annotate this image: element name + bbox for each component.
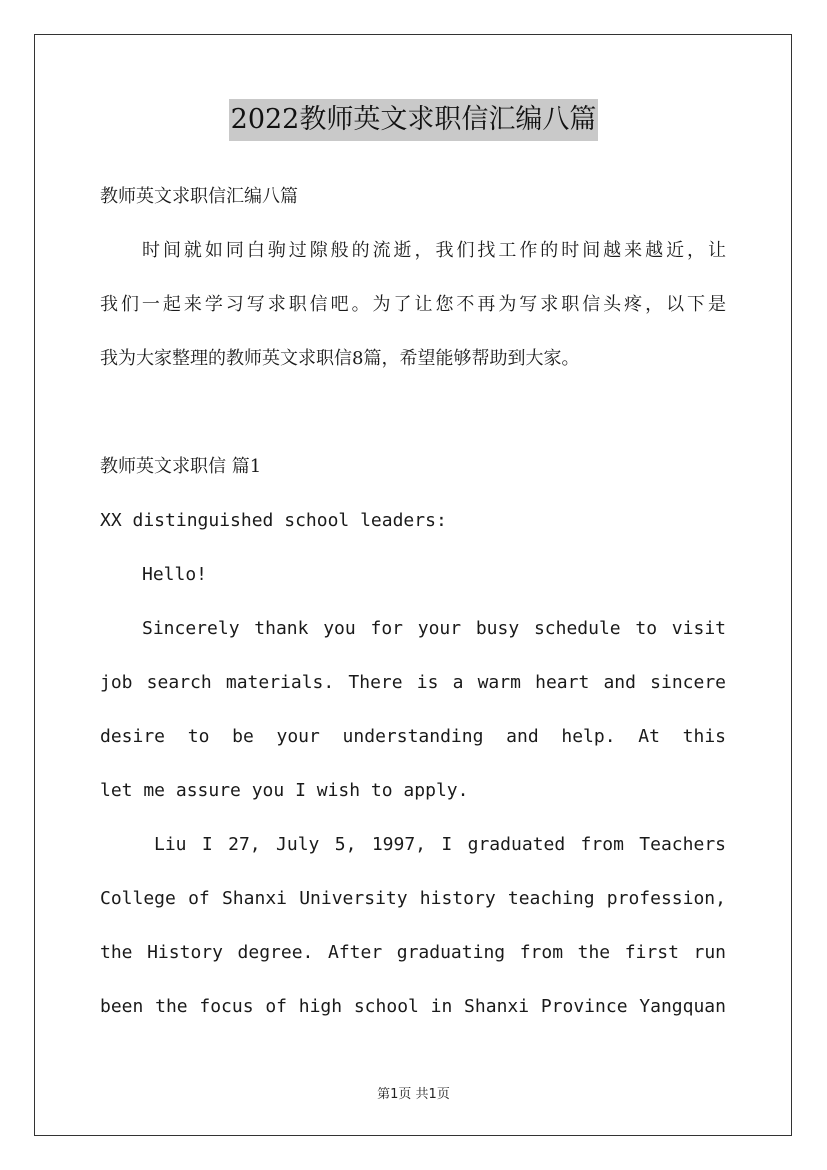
document-body [100, 170, 726, 1034]
blank-line [100, 386, 726, 440]
section-heading: 教师英文求职信 篇1 [100, 456, 262, 477]
paragraph-1-line-2: job search materials. There is a warm heart and sincere [100, 672, 726, 693]
intro-line-2: 我们一起来学习写求职信吧。为了让您不再为写求职信头疼，以下是 [100, 294, 726, 315]
paragraph-1-line-3: desire to be your understanding and help. At this [100, 726, 726, 747]
salutation: XX distinguished school leaders: [100, 510, 447, 531]
paragraph-2-line-3: the History degree. After graduating from the first run [100, 942, 726, 963]
paragraph-1-line-4: let me assure you I wish to apply. [100, 780, 469, 801]
greeting: Hello! [142, 564, 208, 585]
paragraph-2-line-4: been the focus of high school in Shanxi Province Yangquan [100, 996, 726, 1017]
document-title: 2022教师英文求职信汇编八篇 [229, 99, 599, 141]
paragraph-2-line-1: Liu I 27, July 5, 1997, I graduated from Teachers [154, 834, 726, 855]
paragraph-1-line-1: Sincerely thank you for your busy schedule to visit [142, 618, 726, 639]
intro-line-1: 时间就如同白驹过隙般的流逝，我们找工作的时间越来越近，让 [142, 240, 726, 261]
paragraph-2-line-2: College of Shanxi University history teaching profession, [100, 888, 726, 909]
title-container [0, 99, 827, 141]
intro-line-3: 我为大家整理的教师英文求职信8篇，希望能够帮助到大家。 [100, 348, 580, 369]
document-subtitle: 教师英文求职信汇编八篇 [100, 186, 298, 207]
page-number-footer: 第1页 共1页 [377, 1087, 450, 1102]
